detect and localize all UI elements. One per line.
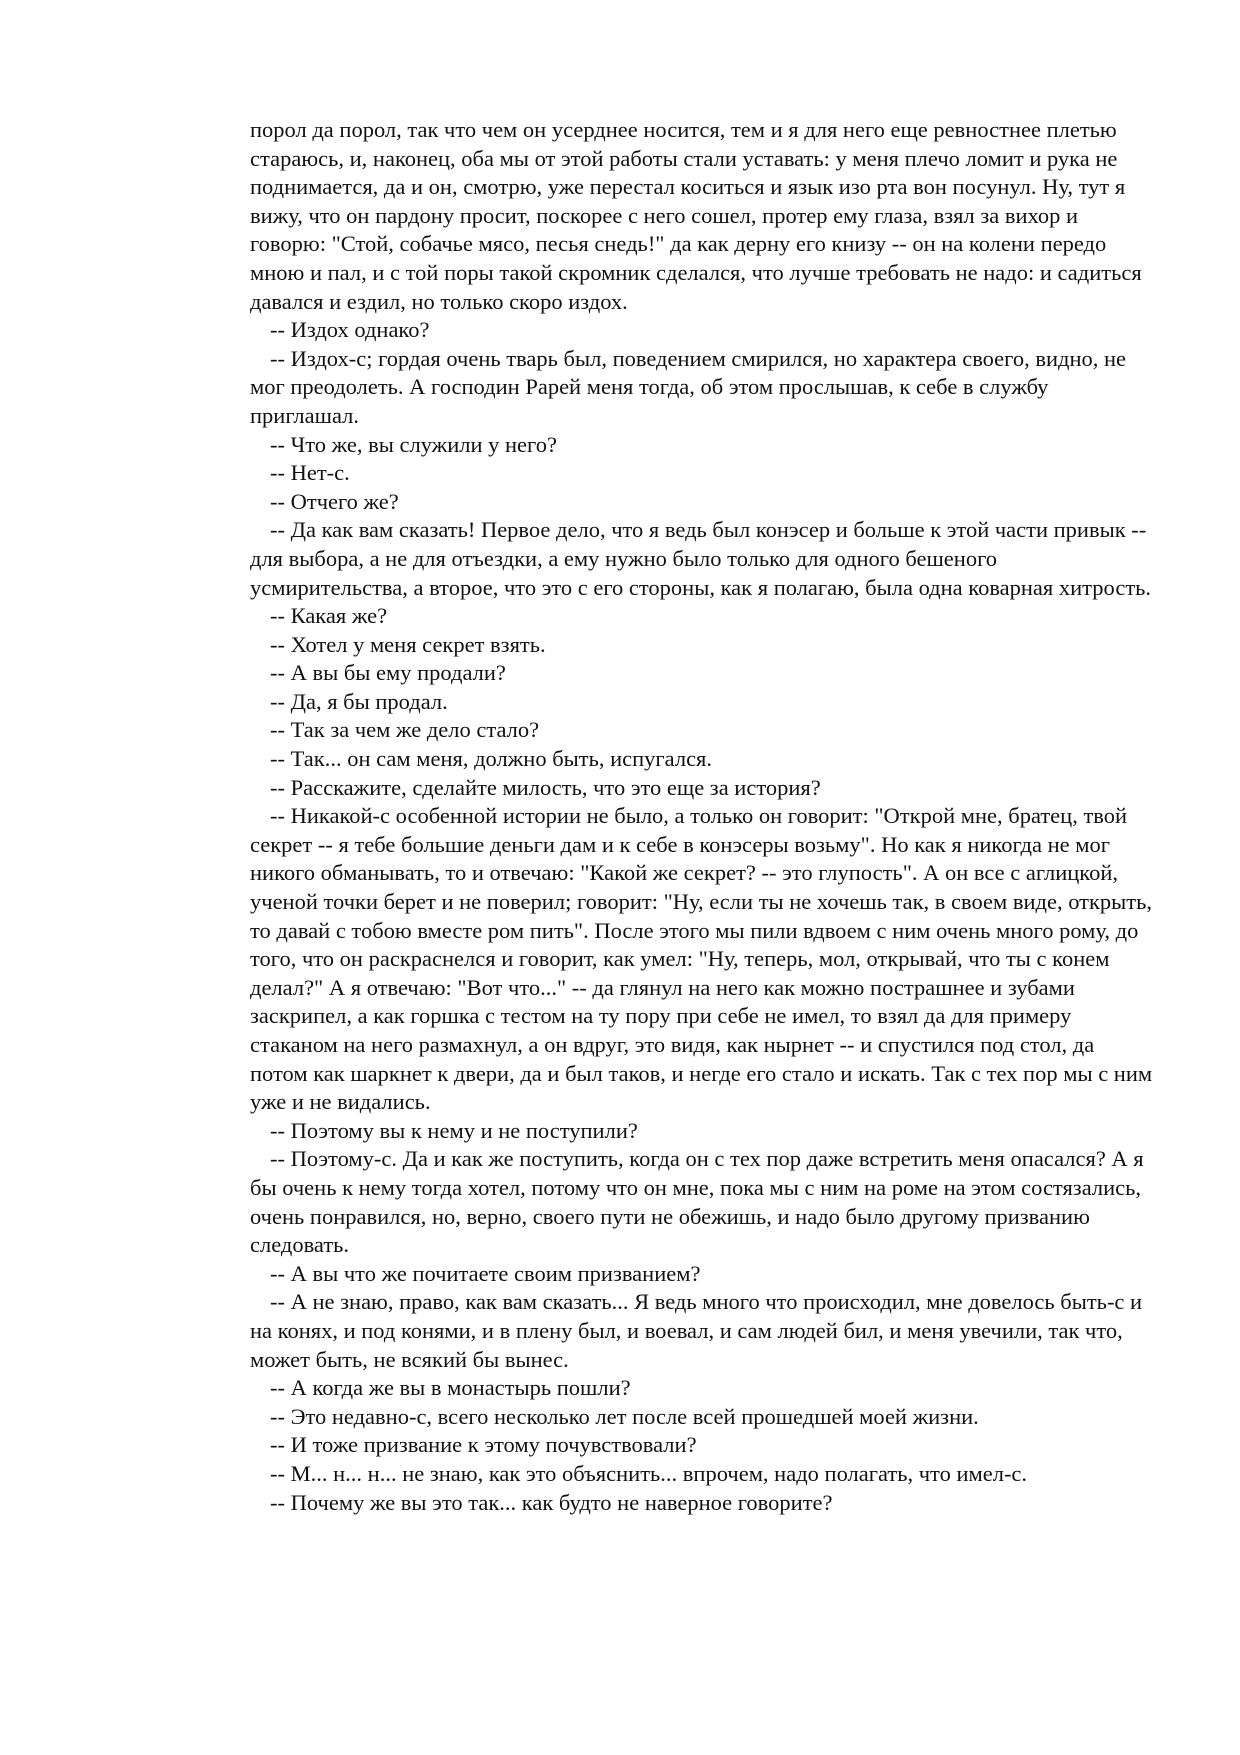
dialogue-line: -- А вы бы ему продали? <box>270 660 506 686</box>
dialogue-line: -- Поэтому вы к нему и не поступили? <box>270 1117 638 1143</box>
document-body <box>250 116 1156 1517</box>
dialogue-line: -- Это недавно-с, всего несколько лет после всей прошедшей моей жизни. <box>270 1403 979 1429</box>
dialogue-line: -- Что же, вы служили у него? <box>270 431 557 457</box>
dialogue-line: -- Почему же вы это так... как будто не наверное говорите? <box>270 1489 833 1515</box>
dialogue-line: -- А не знаю, право, как вам сказать... Я ведь много что происходил, мне довелось быть-с и на конях, и под конями, и в плену был, и воевал, и сам людей бил, и меня увечили, так что, может быть, не всякий бы вынес. <box>250 1289 1143 1372</box>
dialogue-line: -- Так... он сам меня, должно быть, испугался. <box>270 746 713 772</box>
dialogue-line: -- А вы что же почитаете своим призванием? <box>270 1260 701 1286</box>
dialogue-line: -- Расскажите, сделайте милость, что это еще за история? <box>270 774 821 800</box>
dialogue-line: -- Поэтому-с. Да и как же поступить, когда он с тех пор даже встретить меня опасался? А я бы очень к нему тогда хотел, потому что он мне, пока мы с ним на роме на этом состязались, очень понравился, но, верно, своего пути не обежишь, и надо было другому призванию следовать. <box>250 1146 1144 1258</box>
dialogue-line: -- Отчего же? <box>270 488 399 514</box>
dialogue-line: -- И тоже призвание к этому почувствовали? <box>270 1432 697 1458</box>
dialogue-line: -- М... н... н... не знаю, как это объяснить... впрочем, надо полагать, что имел-с. <box>270 1460 1028 1486</box>
dialogue-line: -- Нет-с. <box>270 460 350 486</box>
dialogue-line: -- Какая же? <box>270 603 388 629</box>
dialogue-line: -- Издох-с; гордая очень тварь был, поведением смирился, но характера своего, видно, не мог преодолеть. А господин Рарей меня тогда, об этом прослышав, к себе в службу приглашал. <box>250 345 1127 428</box>
dialogue-line: -- Да, я бы продал. <box>270 688 448 714</box>
dialogue-line: -- Хотел у меня секрет взять. <box>270 631 546 657</box>
paragraph: порол да порол, так что чем он усерднее носится, тем и я для него еще ревностнее плетью стараюсь, и, наконец, оба мы от этой работы стали уставать: у меня плечо ломит и рука не поднимается, да и он, смотрю, уже перестал коситься и язык изо рта вон посунул. Ну, тут я вижу, что он пардону просит, поскорее с него сошел, протер ему глаза, взял за вихор и говорю: "Стой, собачье мясо, песья снедь!" да как дерну его книзу -- он на колени передо мною и пал, и с той поры такой скромник сделался, что лучше требовать не надо: и садиться давался и ездил, но только скоро издох. <box>250 117 1142 314</box>
dialogue-line: -- Никакой-с особенной истории не было, а только он говорит: "Открой мне, братец, твой секрет -- я тебе большие деньги дам и к себе в конэсеры возьму". Но как я никогда не мог никого обманывать, то и отвечаю: "Какой же секрет? -- это глупость". А он все с аглицкой, ученой точки берет и не поверил; говорит: "Ну, если ты не хочешь так, в своем виде, открыть, то давай с тобою вместе ром пить". После этого мы пили вдвоем с ним очень много рому, до того, что он раскраснелся и говорит, как умел: "Ну, теперь, мол, открывай, что ты с конем делал?" А я отвечаю: "Вот что..." -- да глянул на него как можно пострашнее и зубами заскрипел, а как горшка с тестом на ту пору при себе не имел, то взял да для примеру стаканом на него размахнул, а он вдруг, это видя, как нырнет -- и спустился под стол, да потом как шаркнет к двери, да и был таков, и негде его стало и искать. Так с тех пор мы с ним уже и не видались. <box>250 803 1153 1115</box>
dialogue-line: -- Да как вам сказать! Первое дело, что я ведь был конэсер и больше к этой части привык -- для выбора, а не для отъездки, а ему нужно было только для одного бешеного усмирительства, а второе, что это с его стороны, как я полагаю, была одна коварная хитрость. <box>250 517 1152 600</box>
dialogue-line: -- Издох однако? <box>270 317 430 343</box>
dialogue-line: -- Так за чем же дело стало? <box>270 717 540 743</box>
dialogue-line: -- А когда же вы в монастырь пошли? <box>270 1375 631 1401</box>
